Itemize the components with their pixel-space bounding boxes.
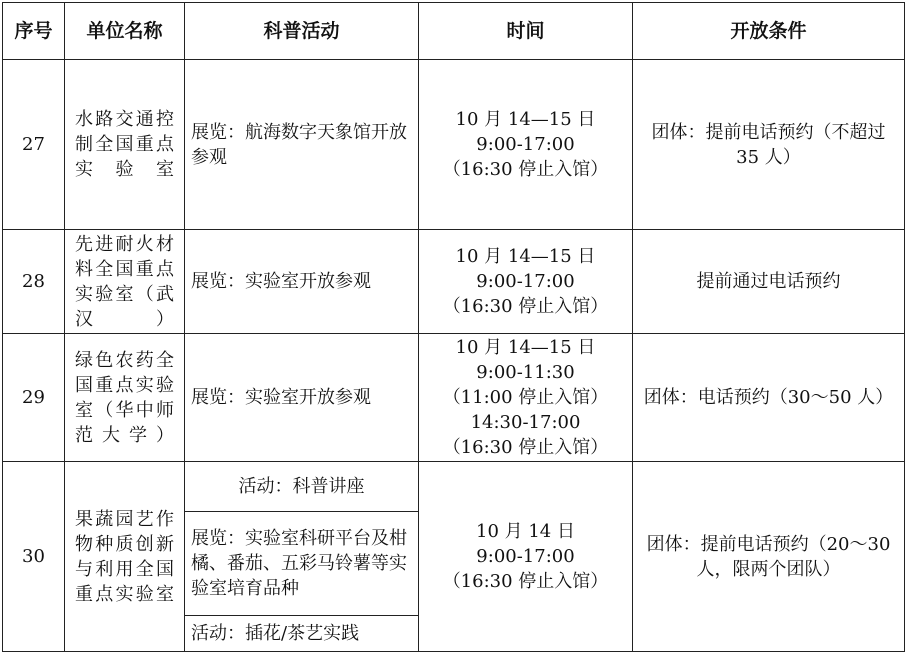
table-row (3, 334, 905, 462)
conditions-cell: 团体：提前电话预约（20～30 人，限两个团队） (633, 462, 905, 652)
time-cell: 10 月 14—15 日 9:00-17:00 （16:30 停止入馆） (419, 60, 633, 230)
activity-cell: 活动：科普讲座 (185, 462, 419, 512)
header-time: 时间 (419, 3, 633, 60)
header-unit: 单位名称 (65, 3, 185, 60)
conditions-cell: 提前通过电话预约 (633, 230, 905, 334)
unit-name: 果蔬园艺作物种质创新与利用全国重点实验室 (65, 462, 185, 652)
time-cell: 10 月 14 日 9:00-17:00 （16:30 停止入馆） (419, 462, 633, 652)
table-header-row (3, 3, 905, 60)
time-cell: 10 月 14—15 日 9:00-17:00 （16:30 停止入馆） (419, 230, 633, 334)
row-index: 27 (3, 60, 65, 230)
row-index: 28 (3, 230, 65, 334)
conditions-cell: 团体：电话预约（30～50 人） (633, 334, 905, 462)
unit-name: 绿色农药全国重点实验室（华中师范大学） (65, 334, 185, 462)
activity-cell: 展览：航海数字天象馆开放参观 (185, 60, 419, 230)
header-activity: 科普活动 (185, 3, 419, 60)
row-index: 29 (3, 334, 65, 462)
table-row (3, 462, 905, 512)
activity-cell: 展览：实验室开放参观 (185, 230, 419, 334)
header-conditions: 开放条件 (633, 3, 905, 60)
open-day-table (2, 2, 905, 652)
conditions-cell: 团体：提前电话预约（不超过 35 人） (633, 60, 905, 230)
table-row (3, 230, 905, 334)
header-index: 序号 (3, 3, 65, 60)
activity-cell: 活动：插花/茶艺实践 (185, 616, 419, 652)
table-row (3, 60, 905, 230)
activity-cell: 展览：实验室科研平台及柑橘、番茄、五彩马铃薯等实验室培育品种 (185, 512, 419, 616)
time-cell: 10 月 14—15 日 9:00-11:30 （11:00 停止入馆） 14:30-17:00 （16:30 停止入馆） (419, 334, 633, 462)
unit-name: 水路交通控制全国重点实验室 (65, 60, 185, 230)
unit-name: 先进耐火材料全国重点实验室（武汉） (65, 230, 185, 334)
row-index: 30 (3, 462, 65, 652)
activity-cell: 展览：实验室开放参观 (185, 334, 419, 462)
